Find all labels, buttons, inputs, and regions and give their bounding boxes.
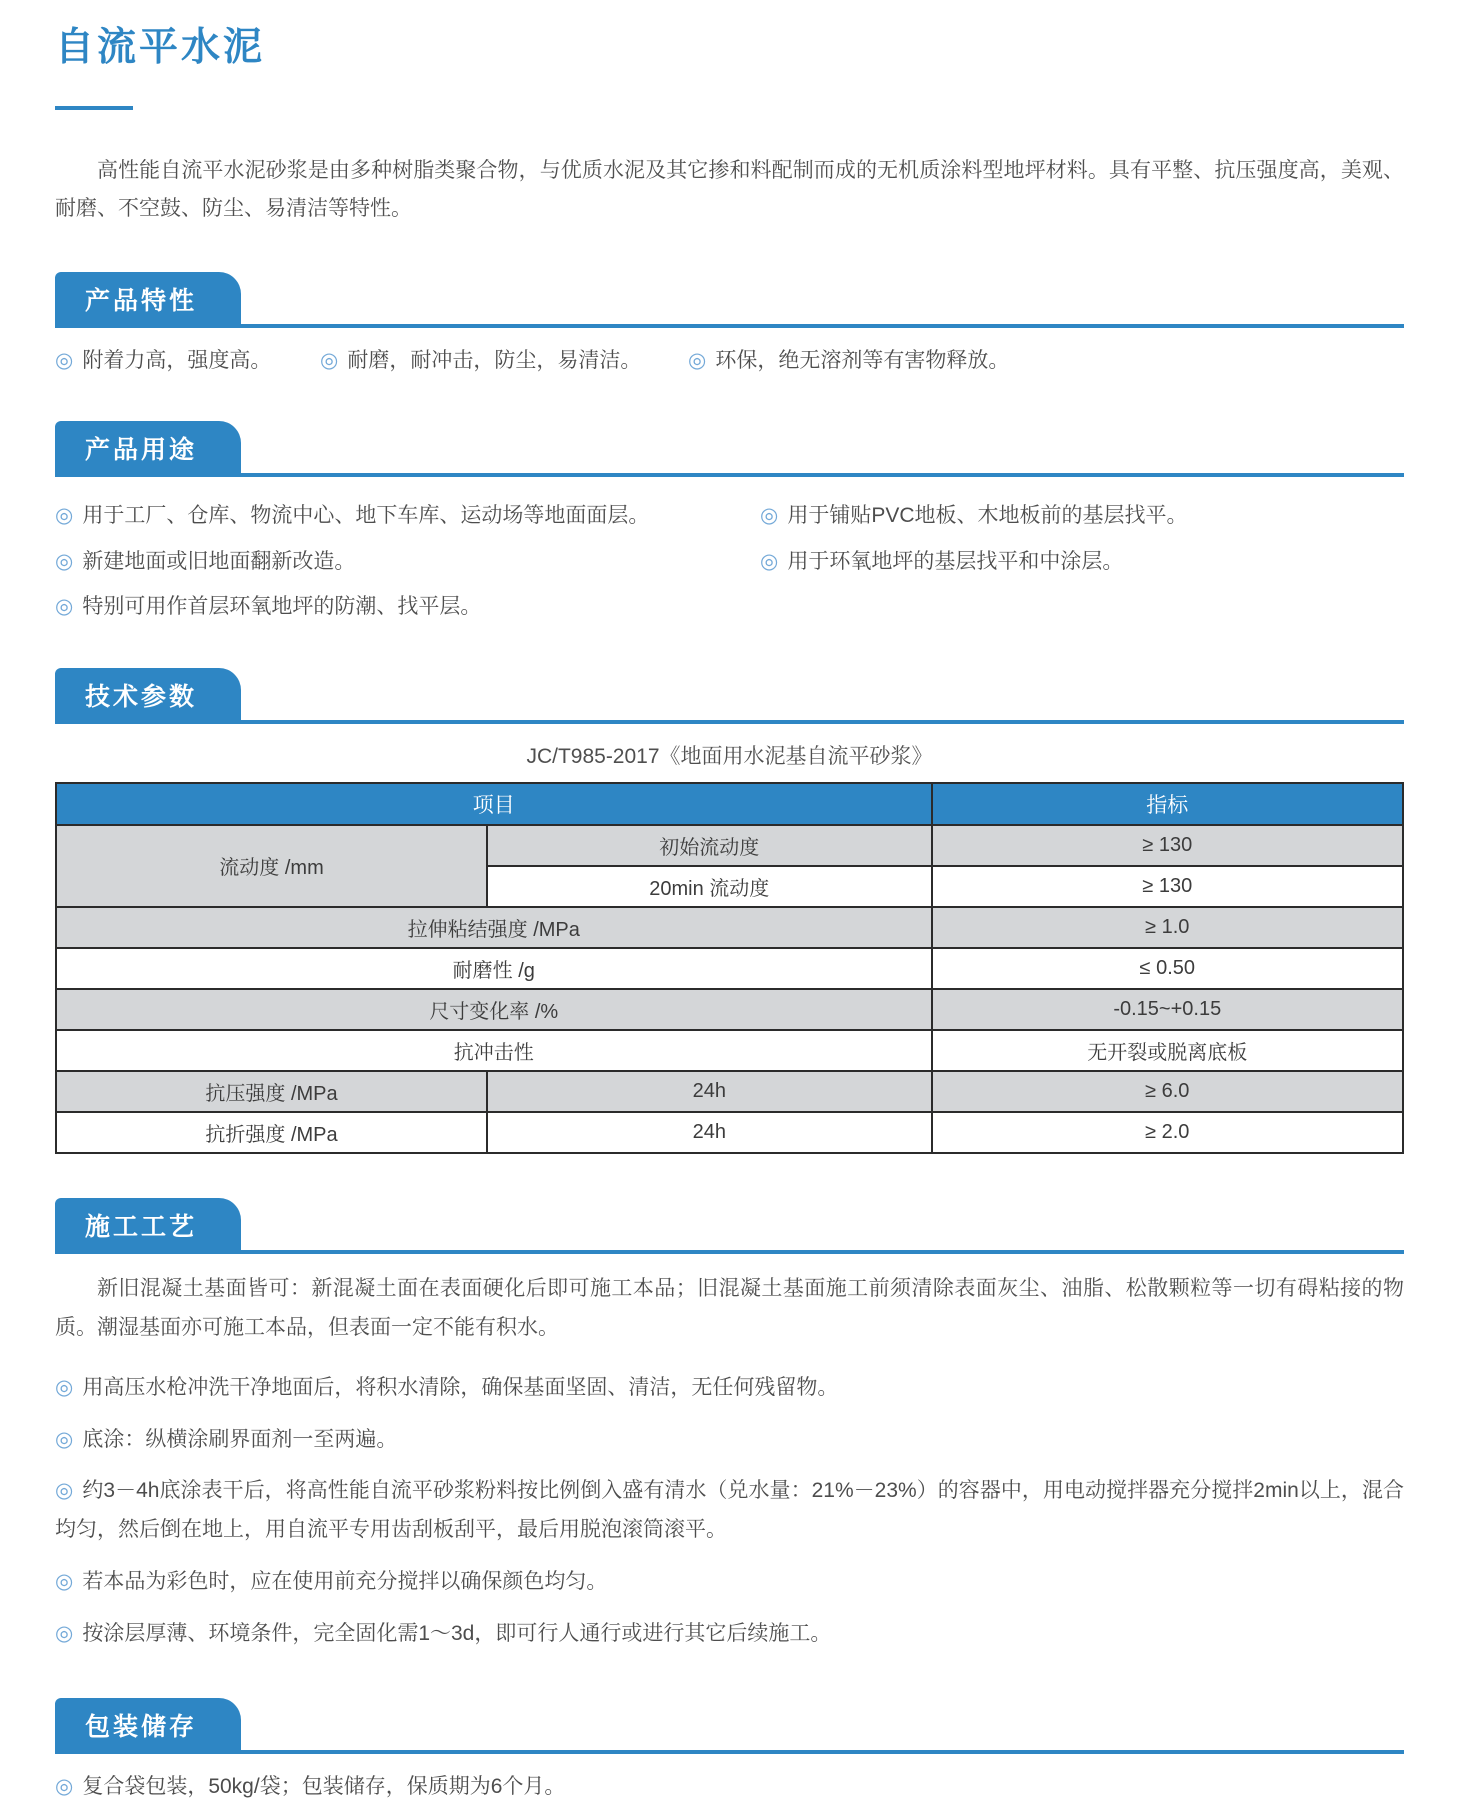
spec-sub-label: 20min 流动度	[487, 866, 932, 907]
table-row	[56, 1112, 1403, 1153]
bullseye-bullet-icon: ◎	[55, 1479, 74, 1503]
uses-list	[55, 487, 1404, 624]
spec-value: ≥ 6.0	[932, 1071, 1403, 1112]
list-item	[55, 1563, 1404, 1602]
bullseye-bullet-icon: ◎	[55, 504, 74, 528]
section-heading-specs: 技术参数	[55, 668, 241, 720]
list-item-text: 用于工厂、仓库、物流中心、地下车库、运动场等地面面层。	[82, 504, 650, 528]
table-row	[56, 1071, 1403, 1112]
features-list	[55, 344, 1404, 378]
list-item-text: 约3－4h底涂表干后，将高性能自流平砂浆粉料按比例倒入盛有清水（兑水量：21%－23%）的容器中，用电动搅拌器充分搅拌2min以上，混合均匀，然后倒在地上，用自流平专用齿刮板刮平，最后用脱泡滚筒滚平。	[55, 1479, 1404, 1542]
section-divider	[55, 720, 1404, 724]
section-uses	[55, 421, 1404, 624]
spec-value: ≥ 130	[932, 866, 1403, 907]
spec-value: ≥ 1.0	[932, 907, 1403, 948]
list-item	[55, 1770, 1404, 1803]
list-item-text: 用于环氧地坪的基层找平和中涂层。	[787, 549, 1124, 573]
spec-label: 尺寸变化率 /%	[56, 989, 932, 1030]
bullseye-bullet-icon: ◎	[55, 1375, 74, 1399]
spec-value: ≥ 130	[932, 825, 1403, 866]
uses-left-column	[55, 487, 760, 624]
column-header-index: 指标	[932, 783, 1403, 825]
section-features	[55, 272, 1404, 378]
bullseye-bullet-icon: ◎	[55, 549, 74, 573]
title-underline	[55, 106, 133, 110]
spec-value: -0.15~+0.15	[932, 989, 1403, 1030]
spec-value: ≥ 2.0	[932, 1112, 1403, 1153]
table-row	[56, 825, 1403, 866]
section-divider	[55, 1750, 1404, 1754]
bullseye-bullet-icon: ◎	[688, 348, 707, 372]
bullseye-bullet-icon: ◎	[55, 348, 74, 372]
list-item	[55, 590, 760, 624]
list-item	[55, 1369, 1404, 1408]
process-paragraph: 新旧混凝土基面皆可：新混凝土面在表面硬化后即可施工本品；旧混凝土基面施工前须清除表面灰尘、油脂、松散颗粒等一切有碍粘接的物质。潮湿基面亦可施工本品，但表面一定不能有积水。	[55, 1276, 1404, 1339]
bullseye-bullet-icon: ◎	[55, 1427, 74, 1451]
spec-label: 抗折强度 /MPa	[56, 1112, 487, 1153]
spec-value: 无开裂或脱离底板	[932, 1030, 1403, 1071]
list-item-text: 环保，绝无溶剂等有害物释放。	[715, 348, 1010, 372]
list-item-text: 附着力高，强度高。	[82, 348, 272, 372]
section-divider	[55, 1250, 1404, 1254]
section-process	[55, 1198, 1404, 1654]
list-item	[55, 499, 760, 533]
section-packaging	[55, 1698, 1404, 1803]
spec-label: 抗冲击性	[56, 1030, 932, 1071]
specs-standard-caption: JC/T985-2017《地面用水泥基自流平砂浆》	[526, 744, 933, 768]
bullseye-bullet-icon: ◎	[760, 549, 779, 573]
list-item	[55, 1421, 1404, 1460]
page-title: 自流平水泥	[55, 26, 266, 69]
list-item	[688, 344, 1009, 378]
section-heading-packaging: 包装储存	[55, 1698, 241, 1750]
list-item-text: 特别可用作首层环氧地坪的防潮、找平层。	[82, 595, 482, 619]
list-item	[55, 1615, 1404, 1654]
spec-sub-label: 初始流动度	[487, 825, 932, 866]
list-item	[55, 1472, 1404, 1550]
spec-label: 耐磨性 /g	[56, 948, 932, 989]
section-heading-uses: 产品用途	[55, 421, 241, 473]
uses-right-column	[760, 487, 1404, 624]
list-item-text: 用于铺贴PVC地板、木地板前的基层找平。	[787, 504, 1188, 528]
list-item	[760, 499, 1404, 533]
intro-paragraph: 高性能自流平水泥砂浆是由多种树脂类聚合物，与优质水泥及其它掺和料配制而成的无机质涂料型地坪材料。具有平整、抗压强度高，美观、耐磨、不空鼓、防尘、易清洁等特性。	[55, 159, 1404, 220]
spec-label: 抗压强度 /MPa	[56, 1071, 487, 1112]
bullseye-bullet-icon: ◎	[55, 595, 74, 619]
spec-age: 24h	[487, 1071, 932, 1112]
table-row	[56, 907, 1403, 948]
specs-table	[55, 782, 1404, 1154]
bullseye-bullet-icon: ◎	[55, 1570, 74, 1594]
list-item-text: 底涂：纵横涂刷界面剂一至两遍。	[82, 1427, 398, 1451]
list-item-text: 用高压水枪冲洗干净地面后，将积水清除，确保基面坚固、清洁，无任何残留物。	[82, 1375, 839, 1399]
list-item	[55, 344, 320, 378]
table-row	[56, 1030, 1403, 1071]
page	[0, 16, 1459, 1803]
spec-group-label: 流动度 /mm	[56, 825, 487, 907]
section-specs	[55, 668, 1404, 1154]
section-heading-process: 施工工艺	[55, 1198, 241, 1250]
list-item-text: 复合袋包装，50kg/袋；包装储存，保质期为6个月。	[82, 1774, 566, 1798]
bullseye-bullet-icon: ◎	[55, 1621, 74, 1645]
section-heading-features: 产品特性	[55, 272, 241, 324]
spec-age: 24h	[487, 1112, 932, 1153]
list-item-text: 按涂层厚薄、环境条件，完全固化需1～3d，即可行人通行或进行其它后续施工。	[82, 1621, 832, 1645]
list-item-text: 耐磨，耐冲击，防尘，易清洁。	[347, 348, 642, 372]
section-divider	[55, 324, 1404, 328]
section-divider	[55, 473, 1404, 477]
table-header-row	[56, 783, 1403, 825]
list-item-text: 若本品为彩色时，应在使用前充分搅拌以确保颜色均匀。	[82, 1570, 608, 1594]
spec-value: ≤ 0.50	[932, 948, 1403, 989]
spec-label: 拉伸粘结强度 /MPa	[56, 907, 932, 948]
list-item-text: 新建地面或旧地面翻新改造。	[82, 549, 356, 573]
table-row	[56, 989, 1403, 1030]
list-item	[55, 545, 760, 579]
bullseye-bullet-icon: ◎	[320, 348, 339, 372]
bullseye-bullet-icon: ◎	[760, 504, 779, 528]
bullseye-bullet-icon: ◎	[55, 1774, 74, 1798]
list-item	[760, 545, 1404, 579]
table-row	[56, 948, 1403, 989]
list-item	[320, 344, 688, 378]
column-header-item: 项目	[56, 783, 932, 825]
